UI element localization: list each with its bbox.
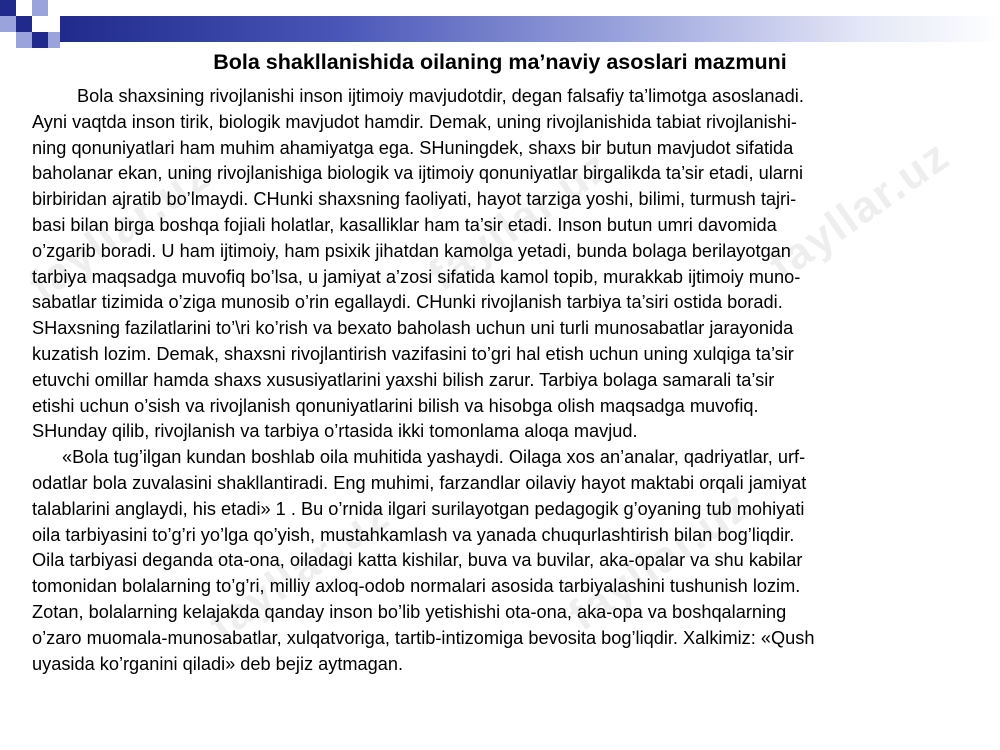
text-line: basi bilan birga boshqa fojiali holatlar, kasalliklar ham ta’sir etadi. Inson butun umri davomida (32, 214, 777, 235)
text-line: o’zaro muomala-munosabatlar, xulqatvoriga, tartib-intizomiga bevosita bog’liqdir. Xalkimiz: «Qush (32, 627, 815, 648)
deco-square (32, 16, 48, 32)
slide-title: Bola shakllanishida oilaning ma’naviy asoslari mazmuni (213, 50, 787, 74)
text-line: talablarini anglaydi, his etadi» 1 . Bu o’rnida ilgari surilayotgan pedagogik g’oyaning tub mohiyati (32, 498, 805, 519)
slide-body (32, 84, 982, 677)
text-line: Zotan, bolalarning kelajakda qanday inson bo’lib yetishishi ota-ona, aka-opa va boshqalarning (32, 601, 787, 622)
text-line: kuzatish lozim. Demak, shaxsni rivojlantirish vazifasini to’gri hal etish uchun uning xulqiga ta’sir (32, 343, 794, 364)
text-line: SHaxsning fazilatlarini to’\ri ko’rish va bexato baholash uchun uni turli munosabatlar jarayonida (32, 318, 794, 339)
text-line: Bola shaxsining rivojlanishi inson ijtimoiy mavjudotdir, degan falsafiy ta’limotga asoslanadi. (77, 86, 804, 106)
watermark: fayllar.uz (420, 140, 619, 301)
text-line: sabatlar tizimida o’ziga munosib o’rin egallaydi. CHunki rivojlanish tarbiya ta’siri ostida boradi. (32, 292, 783, 313)
text-line: ning qonuniyatlari ham muhim ahamiyatga ega. SHuningdek, shaxs bir butun mavjudot sifatida (32, 137, 794, 158)
deco-square (16, 32, 32, 48)
deco-square (0, 0, 16, 16)
text-line: oila tarbiyasini to’g’ri yo’lga qo’yish, mustahkamlash va yanada chuqurlashtirish bilan bog’liqdir. (32, 524, 795, 545)
watermark: fayllar.uz (200, 490, 399, 651)
paragraph-1 (32, 84, 982, 445)
text-line: o’zgarib boradi. U ham ijtimoiy, ham psixik jihatdan kamolga yetadi, bunda bolaga berilayotgan (32, 240, 791, 261)
text-line: «Bola tug’ilgan kundan boshlab oila muhitida yashaydi. Oilaga xos an’analar, qadriyatlar, urf- (62, 447, 806, 468)
deco-square (16, 0, 32, 16)
text-line: Oila tarbiyasi deganda ota-ona, oiladagi katta kishilar, buva va buvilar, aka-opalar va shu kabilar (32, 550, 803, 571)
deco-square (32, 0, 48, 16)
text-line: uyasida ko’rganini qiladi» deb bejiz aytmagan. (32, 653, 404, 674)
text-line: tomonidan bolalarning to’g’ri, milliy axloq-odob normalari asosida tarbiyalashini tushunish lozim. (32, 576, 801, 597)
watermark: fayllar.uz (560, 480, 759, 641)
header-gradient-bar (60, 16, 1000, 42)
watermark: fayllar.uz (760, 130, 959, 291)
text-line: odatlar bola zuvalasini shakllantiradi. Eng muhimi, farzandlar oilaviy hayot maktabi orqali jamiyat (32, 472, 807, 493)
deco-square (0, 16, 16, 32)
text-line: birbiridan ajratib bo’lmaydi. CHunki shaxsning faoliyati, hayot tarziga yoshi, bilimi, turmush tajri- (32, 189, 797, 210)
watermark: fayllar.uz (20, 150, 219, 311)
text-line: Ayni vaqtda inson tirik, biologik mavjudot hamdir. Demak, uning rivojlanishida tabiat rivojlanishi- (32, 111, 797, 132)
text-line: tarbiya maqsadga muvofiq bo’lsa, u jamiyat a’zosi sifatida kamol topib, murakkab ijtimoiy muno- (32, 266, 801, 287)
text-line: etuvchi omillar hamda shaxs xususiyatlarini yaxshi bilish zarur. Tarbiya bolaga samarali ta’sir (32, 369, 775, 390)
text-line: SHunday qilib, rivojlanish va tarbiya o’rtasida ikki tomonlama aloqa mavjud. (32, 421, 638, 442)
deco-square (48, 32, 60, 48)
paragraph-2 (32, 445, 982, 677)
text-line: baholanar ekan, uning rivojlanishiga biologik va ijtimoiy qonuniyatlar birgalikda ta’sir etadi, ularni (32, 163, 804, 184)
text-line: etishi uchun o’sish va rivojlanish qonuniyatlarini bilish va hisobga olish maqsadga muvofiq. (32, 395, 759, 416)
deco-square (16, 16, 32, 32)
deco-square (32, 32, 48, 48)
